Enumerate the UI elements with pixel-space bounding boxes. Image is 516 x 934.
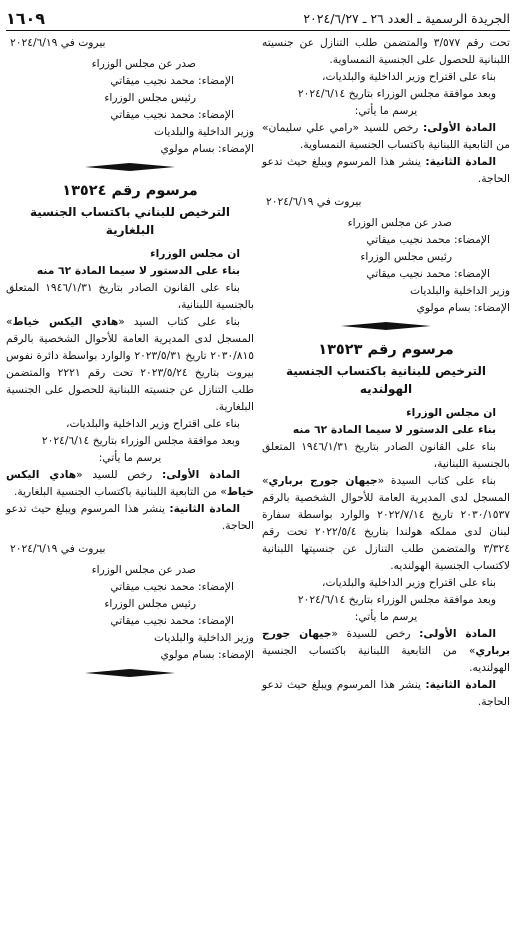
council-line: ان مجلس الوزراء: [406, 406, 496, 419]
separator-ornament: [262, 322, 510, 330]
signature-minister: الإمضاء: بسام مولوي: [416, 301, 510, 314]
article-1-b-label: المادة الأولى:: [419, 627, 496, 640]
letter-prefix: بناء على كتاب السيد «: [118, 315, 240, 328]
separator-ornament-bottom: [6, 669, 254, 677]
law-line: بناء على القانون الصادر بتاريخ ١٩٤٦/١/٣١ المتعلق بالجنسية اللبنانية،: [6, 281, 254, 311]
issued-by-top: صدر عن مجلس الوزراء: [91, 57, 196, 70]
article-1-b-post: » من التابعية اللبنانية باكتساب الجنسية الهولنديه.: [262, 644, 510, 674]
signature-pm-2: الإمضاء: محمد نجيب ميقاتي: [110, 614, 234, 627]
place-date-top: بيروت في ٢٠٢٤/٦/١٩: [10, 36, 106, 49]
approval-line-2: وبعد موافقة مجلس الوزراء بتاريخ ٢٠٢٤/٦/١٤: [297, 593, 496, 606]
article-1: [6, 466, 254, 500]
article-1-post: » من التابعية اللبنانية باكتساب الجنسية البلغارية.: [13, 485, 227, 498]
article-1-name: هادي اليكس خياط: [6, 468, 254, 498]
decree-subtitle: الترخيص للبناني باكتساب الجنسية البلغارية: [29, 205, 230, 237]
signature-minister-top: الإمضاء: بسام مولوي: [160, 142, 254, 155]
approval-line: وبعد موافقة مجلس الوزراء بتاريخ ٢٠٢٤/٦/١٤: [41, 434, 240, 447]
decrees-line: يرسم ما يأتي:: [354, 104, 418, 117]
law-line: بناء على القانون الصادر بتاريخ ١٩٤٦/١/٣١ المتعلق بالجنسية اللبنانية،: [262, 440, 510, 470]
decrees-line: يرسم ما يأتي:: [98, 451, 162, 464]
decree-title: مرسوم رقم ١٣٥٢٤: [62, 183, 198, 199]
letter-body: » المسجل لدى المديرية العامة للأحوال الشخصية بالرقم ٢٠٣٠/٨١٥ تاريخ ٢٠٢٣/٥/٣١ والوارد بواسطة دائرة نفوس بيروت بتاريخ ٢٠٢٣/٥/٢٤ تحت رقم ٢٢٢١ والمتضمن طلب التنازل عن جنسيته اللبنانية للحصول على الجنسية البلغارية.: [6, 315, 255, 413]
signature-minister: الإمضاء: بسام مولوي: [160, 648, 254, 661]
decrees-line-2: يرسم ما يأتي:: [354, 610, 418, 623]
decree-subtitle: الترخيص للبنانية باكتساب الجنسية الهولنديه: [285, 364, 487, 396]
letter-prefix: بناء على كتاب السيدة «: [377, 474, 496, 487]
minister-title-top: وزير الداخلية والبلديات: [154, 125, 254, 138]
proposal-line: بناء على اقتراح وزير الداخلية والبلديات،: [66, 417, 240, 430]
article-1: [262, 119, 510, 153]
article-2: [6, 500, 254, 534]
article-2-b-text: ينشر هذا المرسوم ويبلغ حيث تدعو الحاجة.: [262, 678, 510, 708]
place-date: بيروت في ٢٠٢٤/٦/١٩: [266, 195, 362, 208]
applicant-name: جيهان جورج برباري: [268, 474, 378, 487]
article-1-text: رخص للسيد «رامي علي سليمان» من التابعية اللبنانية باكتساب الجنسية النمساوية.: [262, 121, 510, 151]
pm-title: رئيس مجلس الوزراء: [360, 250, 452, 263]
page-number: ١٦٠٩: [6, 8, 46, 28]
proposal-line: بناء على اقتراح وزير الداخلية والبلديات،: [322, 70, 496, 83]
signature-pm-top: الإمضاء: محمد نجيب ميقاتي: [110, 74, 234, 87]
issued-by: صدر عن مجلس الوزراء: [347, 216, 452, 229]
approval-line: وبعد موافقة مجلس الوزراء بتاريخ ٢٠٢٤/٦/١٤: [297, 87, 496, 100]
article-1-label: المادة الأولى:: [423, 121, 497, 134]
gazette-title: الجريدة الرسمية ـ العدد ٢٦ ـ ٢٠٢٤/٦/٢٧: [303, 10, 510, 26]
letter-line: [6, 313, 254, 415]
left-column: [6, 34, 254, 685]
place-date: بيروت في ٢٠٢٤/٦/١٩: [10, 542, 106, 555]
article-2-label: المادة الثانية:: [425, 155, 497, 168]
pm-title: رئيس مجلس الوزراء: [104, 597, 196, 610]
minister-title: وزير الداخلية والبلديات: [410, 284, 510, 297]
page-header: [6, 6, 510, 31]
article-2-text: ينشر هذا المرسوم ويبلغ حيث تدعو الحاجة.: [6, 502, 254, 532]
article-1-b-name: جيهان جورج برباري: [262, 627, 510, 657]
continued-text: تحت رقم ٣/٥٧٧ والمتضمن طلب التنازل عن جنسيته اللبنانية للحصول على الجنسية النمساوية.: [262, 36, 510, 66]
pm-title-top: رئيس مجلس الوزراء: [104, 91, 196, 104]
article-1-b: [262, 625, 510, 676]
article-1-b-pre: رخص للسيدة «: [331, 627, 411, 640]
article-1-pre: رخص للسيد «: [76, 468, 153, 481]
proposal-line-2: بناء على اقتراح وزير الداخلية والبلديات،: [322, 576, 496, 589]
article-2: [262, 153, 510, 187]
issued-by: صدر عن مجلس الوزراء: [91, 563, 196, 576]
constitution-line: بناء على الدستور لا سيما المادة ٦٢ منه: [36, 264, 240, 277]
article-2-b-label: المادة الثانية:: [425, 678, 497, 691]
signature-pm-2-top: الإمضاء: محمد نجيب ميقاتي: [110, 108, 234, 121]
article-2-label: المادة الثانية:: [169, 502, 241, 515]
decree-title: مرسوم رقم ١٣٥٢٣: [318, 342, 454, 358]
right-column: [262, 34, 510, 710]
signature-pm: الإمضاء: محمد نجيب ميقاتي: [110, 580, 234, 593]
constitution-line: بناء على الدستور لا سيما المادة ٦٢ منه: [292, 423, 496, 436]
article-1-label: المادة الأولى:: [161, 468, 241, 481]
council-line: ان مجلس الوزراء: [150, 247, 240, 260]
applicant-name: هادي اليكس خياط: [12, 315, 119, 328]
article-2-text: ينشر هذا المرسوم ويبلغ حيث تدعو الحاجة.: [262, 155, 510, 185]
signature-pm-2: الإمضاء: محمد نجيب ميقاتي: [366, 267, 490, 280]
minister-title: وزير الداخلية والبلديات: [154, 631, 254, 644]
letter-body: » المسجل لدى المديرية العامة للأحوال الشخصية بالرقم ٢٠٣٠/١٥٣٧ تاريخ ٢٠٢٢/٧/١٤ والوارد بواسطة سفارة لبنان لدى مملكه هولندا بتاريخ ٢٠٢٢/٥/٤ تحت رقم ٣/٣٢٤ والمتضمن طلب التنازل عن جنسيتها اللبنانية لاكتساب الجنسية الهولنديه.: [262, 474, 510, 572]
letter-line: [262, 472, 510, 574]
separator-ornament: [6, 163, 254, 171]
signature-pm: الإمضاء: محمد نجيب ميقاتي: [366, 233, 490, 246]
article-2-b: [262, 676, 510, 710]
